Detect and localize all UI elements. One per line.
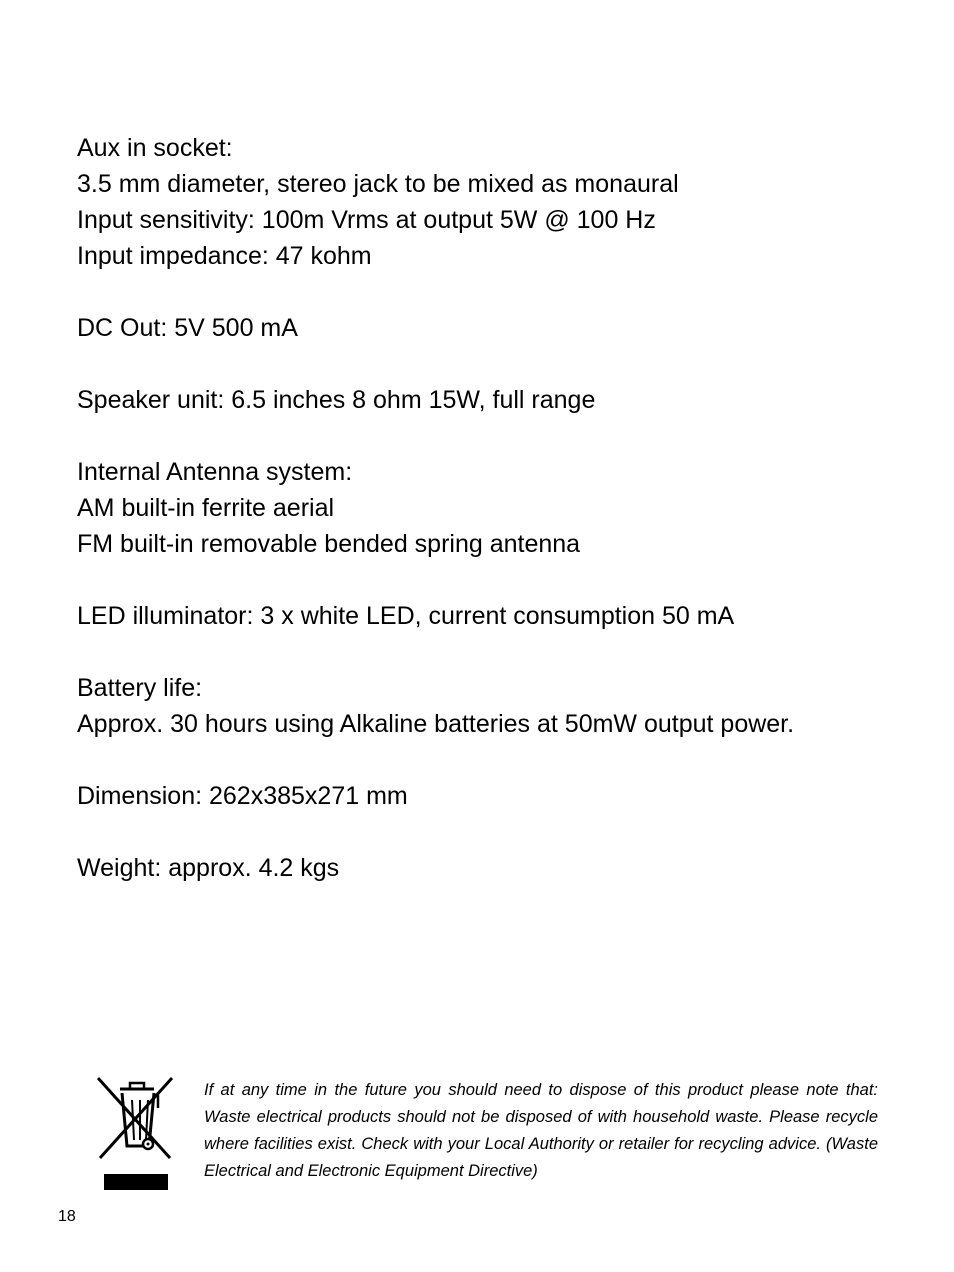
disposal-note: If at any time in the future you should need to dispose of this product please note that: Waste electrical products should not be disposed of with household waste. Please recycle where facilities exist. Check with your Local Authority or retailer for recycling advice. (Waste Electrical and Electronic Equipment Directive) xyxy=(204,1081,878,1180)
spec-group-aux-in xyxy=(77,130,897,274)
spec-line: Input impedance: 47 kohm xyxy=(77,242,372,270)
spec-line: Approx. 30 hours using Alkaline batteries at 50mW output power. xyxy=(77,710,795,738)
spec-group-led xyxy=(77,598,897,634)
spec-line: 3.5 mm diameter, stereo jack to be mixed as monaural xyxy=(77,170,679,198)
page-number: 18 xyxy=(58,1208,76,1225)
spec-line: Dimension: 262x385x271 mm xyxy=(77,782,408,810)
spec-line: Internal Antenna system: xyxy=(77,458,353,486)
spec-line: Speaker unit: 6.5 inches 8 ohm 15W, full range xyxy=(77,386,596,414)
spec-group-antenna xyxy=(77,454,897,562)
spec-line: Input sensitivity: 100m Vrms at output 5W @ 100 Hz xyxy=(77,206,656,234)
spec-line: LED illuminator: 3 x white LED, current consumption 50 mA xyxy=(77,602,735,630)
spec-group-dimension xyxy=(77,778,897,814)
spec-line: DC Out: 5V 500 mA xyxy=(77,314,298,342)
spec-line: AM built-in ferrite aerial xyxy=(77,494,335,522)
spec-line: Battery life: xyxy=(77,674,203,702)
spec-line: FM built-in removable bended spring antenna xyxy=(77,530,581,558)
spec-group-battery xyxy=(77,670,897,742)
spec-group-speaker-unit xyxy=(77,382,897,418)
weee-bar xyxy=(104,1174,168,1190)
spec-group-dc-out xyxy=(77,310,897,346)
spec-group-weight xyxy=(77,850,897,886)
spec-line: Aux in socket: xyxy=(77,134,233,162)
specifications-list xyxy=(77,130,897,922)
spec-line: Weight: approx. 4.2 kgs xyxy=(77,854,340,882)
